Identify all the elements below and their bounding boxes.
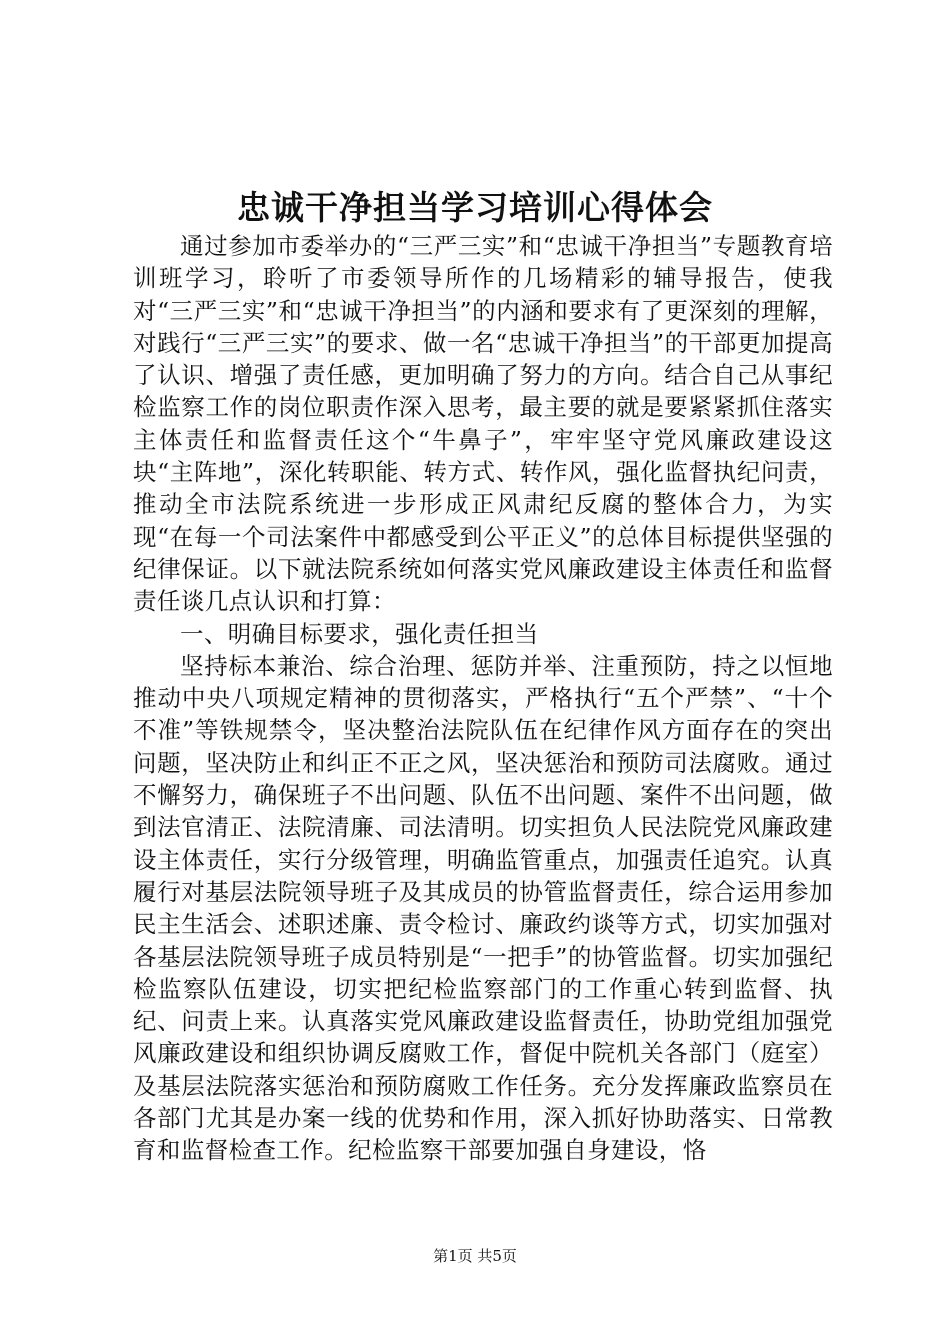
document-title: 忠诚干净担当学习培训心得体会 (237, 188, 713, 227)
document-body (133, 230, 833, 1167)
section-heading-1: 一、明确目标要求，强化责任担当 (180, 619, 539, 648)
paragraph-intro: 通过参加市委举办的“三严三实”和“忠诚干净担当”专题教育培训班学习，聆听了市委领导所作的几场精彩的辅导报告，使我对“三严三实”和“忠诚干净担当”的内涵和要求有了更深刻的理解，对践行“三严三实”的要求、做一名“忠诚干净担当”的干部更加提高了认识、增强了责任感，更加明确了努力的方向。结合自己从事纪检监察工作的岗位职责作深入思考，最主要的就是要紧紧抓住落实主体责任和监督责任这个“牛鼻子”，牢牢坚守党风廉政建设这块“主阵地”，深化转职能、转方式、转作风，强化监督执纪问责，推动全市法院系统进一步形成正风肃纪反腐的整体合力，为实现“在每一个司法案件中都感受到公平正义”的总体目标提供坚强的纪律保证。以下就法院系统如何落实党风廉政建设主体责任和监督责任谈几点认识和打算： (133, 232, 833, 616)
paragraph-section-1: 坚持标本兼治、综合治理、惩防并举、注重预防，持之以恒地推动中央八项规定精神的贯彻落实，严格执行“五个严禁”、“十个不准”等铁规禁令，坚决整治法院队伍在纪律作风方面存在的突出问题，坚决防止和纠正不正之风，坚决惩治和预防司法腐败。通过不懈努力，确保班子不出问题、队伍不出问题、案件不出问题，做到法官清正、法院清廉、司法清明。切实担负人民法院党风廉政建设主体责任，实行分级管理，明确监管重点，加强责任追究。认真履行对基层法院领导班子及其成员的协管监督责任，综合运用参加民主生活会、述职述廉、责令检讨、廉政约谈等方式，切实加强对各基层法院领导班子成员特别是“一把手”的协管监督。切实加强纪检监察队伍建设，切实把纪检监察部门的工作重心转到监督、执纪、问责上来。认真落实党风廉政建设监督责任，协助党组加强党风廉政建设和组织协调反腐败工作，督促中院机关各部门（庭室）及基层法院落实惩治和预防腐败工作任务。充分发挥廉政监察员在各部门尤其是办案一线的优势和作用，深入抓好协助落实、日常教育和监督检查工作。纪检监察干部要加强自身建设，恪 (133, 651, 833, 1165)
page-number-footer: 第1页 共5页 (433, 1247, 517, 1265)
